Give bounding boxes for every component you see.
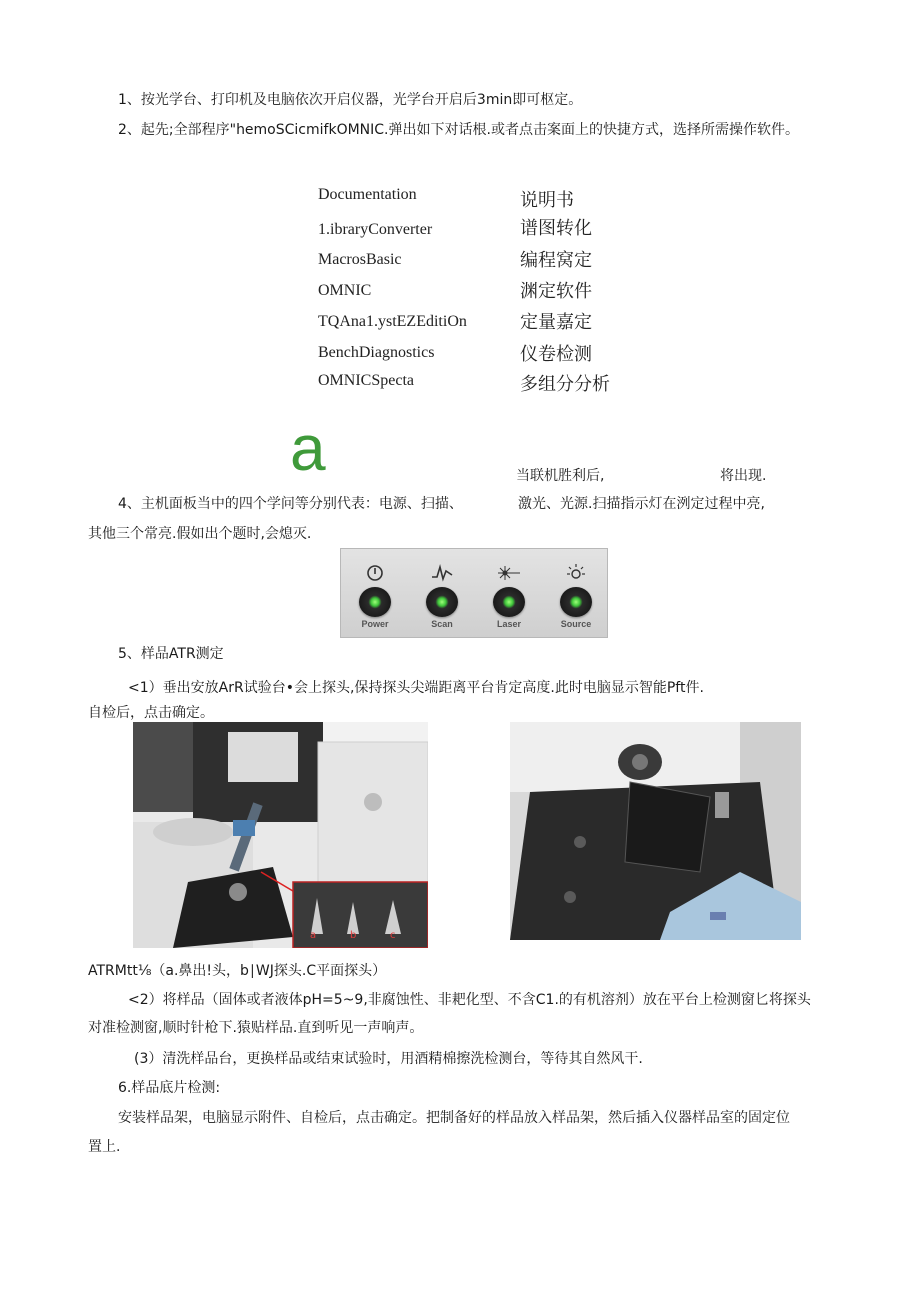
indicator-laser — [479, 549, 539, 639]
power-icon — [363, 563, 387, 583]
menu-item-name: 1.ibraryConverter — [318, 221, 433, 238]
scan-led — [426, 587, 458, 617]
menu-item-name: BenchDiagnostics — [318, 344, 435, 361]
indicator-label: Laser — [496, 619, 522, 629]
step-5-p2-line-1: <2）将样品（固体或者液体pH=5~9,非腐蚀性、非耙化型、不含C1.的有机溶剂）放在平台上检测窗匕将探头 — [128, 992, 811, 1008]
sample-compartment-photo — [510, 722, 801, 940]
step-3-right-text: 将出现. — [720, 468, 767, 484]
menu-item-description: 编程窝定 — [520, 250, 592, 271]
probe-label-b: b — [350, 930, 357, 941]
step-2-text: 2、起先;全部程序"hemoSCicmifkOMNIC.弹出如下对话根.或者点击案面上的快捷方式，选择所需操作软件。 — [118, 122, 799, 138]
indicator-scan — [412, 549, 472, 639]
menu-item-description: 定量嘉定 — [520, 312, 592, 333]
step-4-line-2: 其他三个常亮.假如出个题时,会熄灭. — [88, 526, 312, 542]
menu-item-description: 仪卷检测 — [520, 344, 592, 365]
menu-item-name: OMNICSpecta — [318, 372, 414, 389]
laser-icon — [497, 563, 521, 583]
menu-item-name: OMNIC — [318, 282, 372, 299]
step-1-text: 1、按光学台、打印机及电脑依次开启仪器，光学台开启后3min即可枢定。 — [118, 92, 583, 108]
step-5-p2-line-2: 对准检测窗,顺时针枪下.猿贴样品.直到听见一声响声。 — [88, 1020, 424, 1036]
step-6-title: 6.样品底片检测: — [118, 1080, 221, 1096]
menu-item-description: 说明书 — [520, 190, 574, 211]
atr-accessory-illustration — [133, 722, 428, 948]
step-6-line-1: 安装样品架，电脑显示附件、自检后，点击确定。把制备好的样品放入样品架，然后插入仪器样品室的固定位 — [118, 1110, 790, 1126]
indicator-label: Scan — [431, 619, 453, 629]
indicator-power — [345, 549, 405, 639]
step-6-line-2: 置上. — [88, 1139, 121, 1155]
menu-item-name: TQAna1.ystEZEditiOn — [318, 313, 467, 330]
indicator-source — [546, 549, 606, 639]
atr-accessory-photo — [133, 722, 428, 948]
step-3-left-text: 当联机胜利后, — [516, 468, 605, 484]
menu-item-name: Documentation — [318, 186, 417, 203]
scan-icon — [430, 563, 454, 583]
probe-label-a: a — [310, 930, 317, 941]
laser-led — [493, 587, 525, 617]
indicator-label: Power — [361, 619, 389, 629]
indicator-label: Source — [560, 619, 592, 629]
menu-item-name: MacrosBasic — [318, 251, 402, 268]
power-led — [359, 587, 391, 617]
step-4-line-1-right: 激光、光源.扫描指示灯在洌定过程中亮, — [518, 496, 765, 512]
step-5-title: 5、样品ATR测定 — [118, 646, 224, 662]
atr-probe-caption: ATRMtt⅛（a.鼻出!头，b∣WJ探头.C平面探头） — [88, 963, 387, 979]
step-5-p3: (3）清洗样品台，更换样品或结束试验时，用酒精棉擦洗检测台，等待其自然风干. — [134, 1051, 643, 1067]
menu-item-description: 谱图转化 — [520, 218, 592, 239]
step-5-p1-line-1: <1）垂出安放ArR试验台•会上探头,保持探头尖端距离平台肯定高度.此时电脑显示智能Pft件. — [128, 680, 704, 696]
source-icon — [564, 563, 588, 583]
menu-item-description: 多组分分析 — [520, 374, 610, 395]
menu-item-description: 渊定软件 — [520, 281, 592, 302]
instrument-indicator-panel — [340, 548, 608, 638]
probe-label-c: c — [390, 930, 396, 941]
step-4-line-1-left: 4、主机面板当中的四个学问等分别代表：电源、扫描、 — [118, 496, 463, 512]
sample-compartment-illustration — [510, 722, 801, 940]
source-led — [560, 587, 592, 617]
logo-glyph: a — [290, 412, 326, 484]
step-5-p1-line-2: 自检后，点击确定。 — [88, 705, 214, 721]
